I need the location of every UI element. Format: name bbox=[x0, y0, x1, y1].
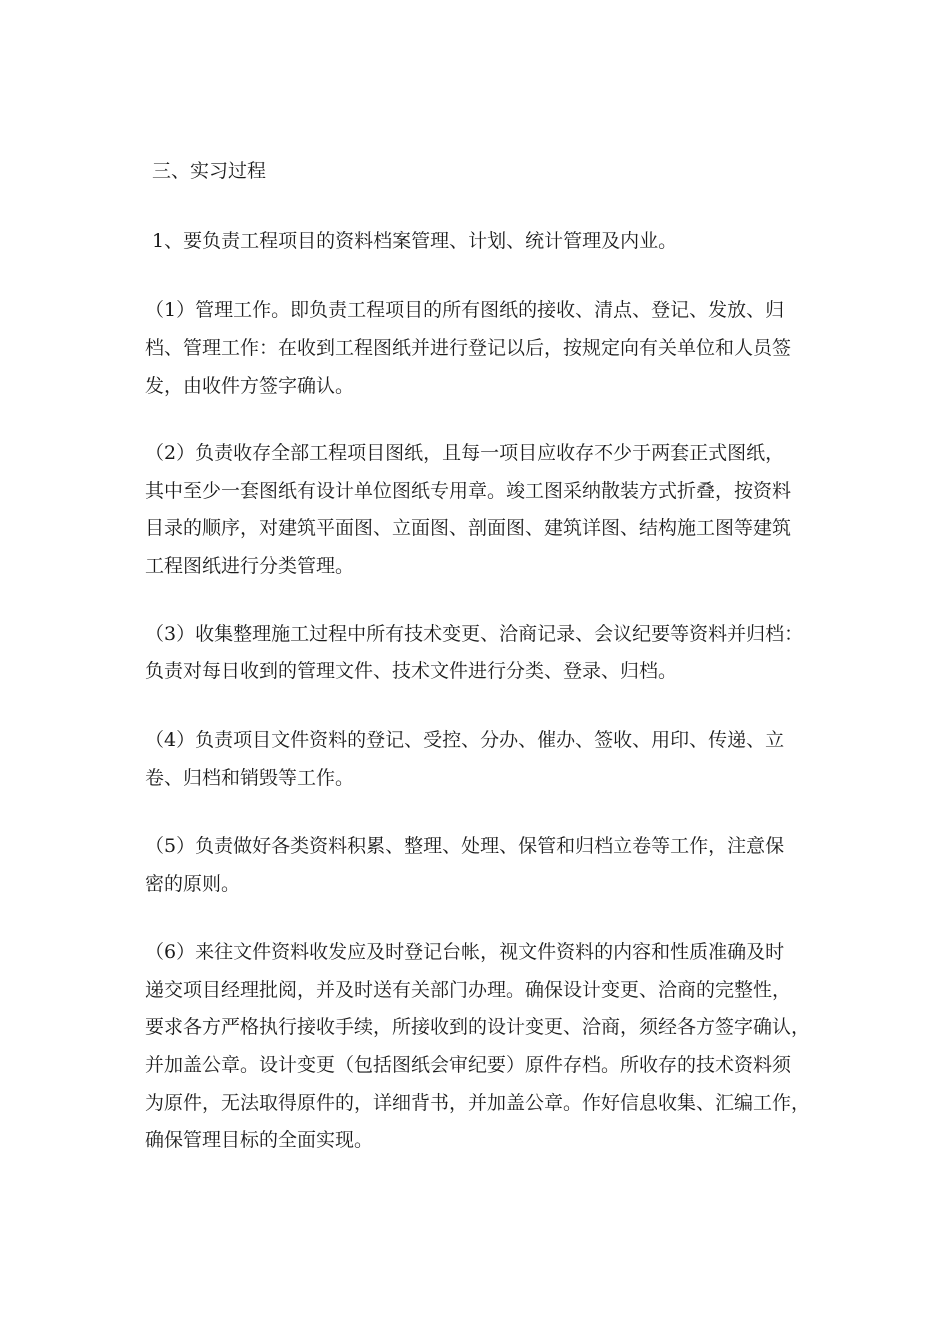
paragraph-3-line-2: 负责对每日收到的管理文件、技术文件进行分类、登录、归档。 bbox=[145, 660, 678, 682]
paragraph-6-line-6: 确保管理目标的全面实现。 bbox=[145, 1129, 374, 1151]
paragraph-2-line-1: （2）负责收存全部工程项目图纸，且每一项目应收存不少于两套正式图纸， bbox=[145, 442, 785, 464]
paragraph-6-line-4: 并加盖公章。设计变更（包括图纸会审纪要）原件存档。所收存的技术资料须 bbox=[145, 1054, 792, 1076]
paragraph-6-line-3: 要求各方严格执行接收手续，所接收到的设计变更、洽商，须经各方签字确认， bbox=[145, 1016, 811, 1038]
paragraph-6-line-2: 递交项目经理批阅，并及时送有关部门办理。确保设计变更、洽商的完整性， bbox=[145, 979, 792, 1001]
paragraph-2-line-3: 目录的顺序，对建筑平面图、立面图、剖面图、建筑详图、结构施工图等建筑 bbox=[145, 517, 792, 539]
paragraph-6-line-5: 为原件，无法取得原件的，详细背书，并加盖公章。作好信息收集、汇编工作， bbox=[145, 1092, 811, 1114]
item-1-text: 1、要负责工程项目的资料档案管理、计划、统计管理及内业。 bbox=[152, 230, 678, 252]
paragraph-2-line-4: 工程图纸进行分类管理。 bbox=[145, 555, 355, 577]
paragraph-2-line-2: 其中至少一套图纸有设计单位图纸专用章。竣工图采纳散装方式折叠，按资料 bbox=[145, 480, 792, 502]
section-heading: 三、实习过程 bbox=[152, 160, 267, 182]
paragraph-3-line-1: （3）收集整理施工过程中所有技术变更、洽商记录、会议纪要等资料并归档： bbox=[145, 623, 804, 645]
paragraph-6-line-1: （6）来往文件资料收发应及时登记台帐，视文件资料的内容和性质准确及时 bbox=[145, 941, 785, 963]
paragraph-1-line-2: 档、管理工作：在收到工程图纸并进行登记以后，按规定向有关单位和人员签 bbox=[145, 337, 792, 359]
paragraph-1-line-1: （1）管理工作。即负责工程项目的所有图纸的接收、清点、登记、发放、归 bbox=[145, 299, 785, 321]
paragraph-4-line-2: 卷、归档和销毁等工作。 bbox=[145, 767, 355, 789]
paragraph-5-line-1: （5）负责做好各类资料积累、整理、处理、保管和归档立卷等工作，注意保 bbox=[145, 835, 785, 857]
paragraph-4-line-1: （4）负责项目文件资料的登记、受控、分办、催办、签收、用印、传递、立 bbox=[145, 729, 785, 751]
paragraph-1-line-3: 发，由收件方签字确认。 bbox=[145, 375, 355, 397]
paragraph-5-line-2: 密的原则。 bbox=[145, 873, 241, 895]
